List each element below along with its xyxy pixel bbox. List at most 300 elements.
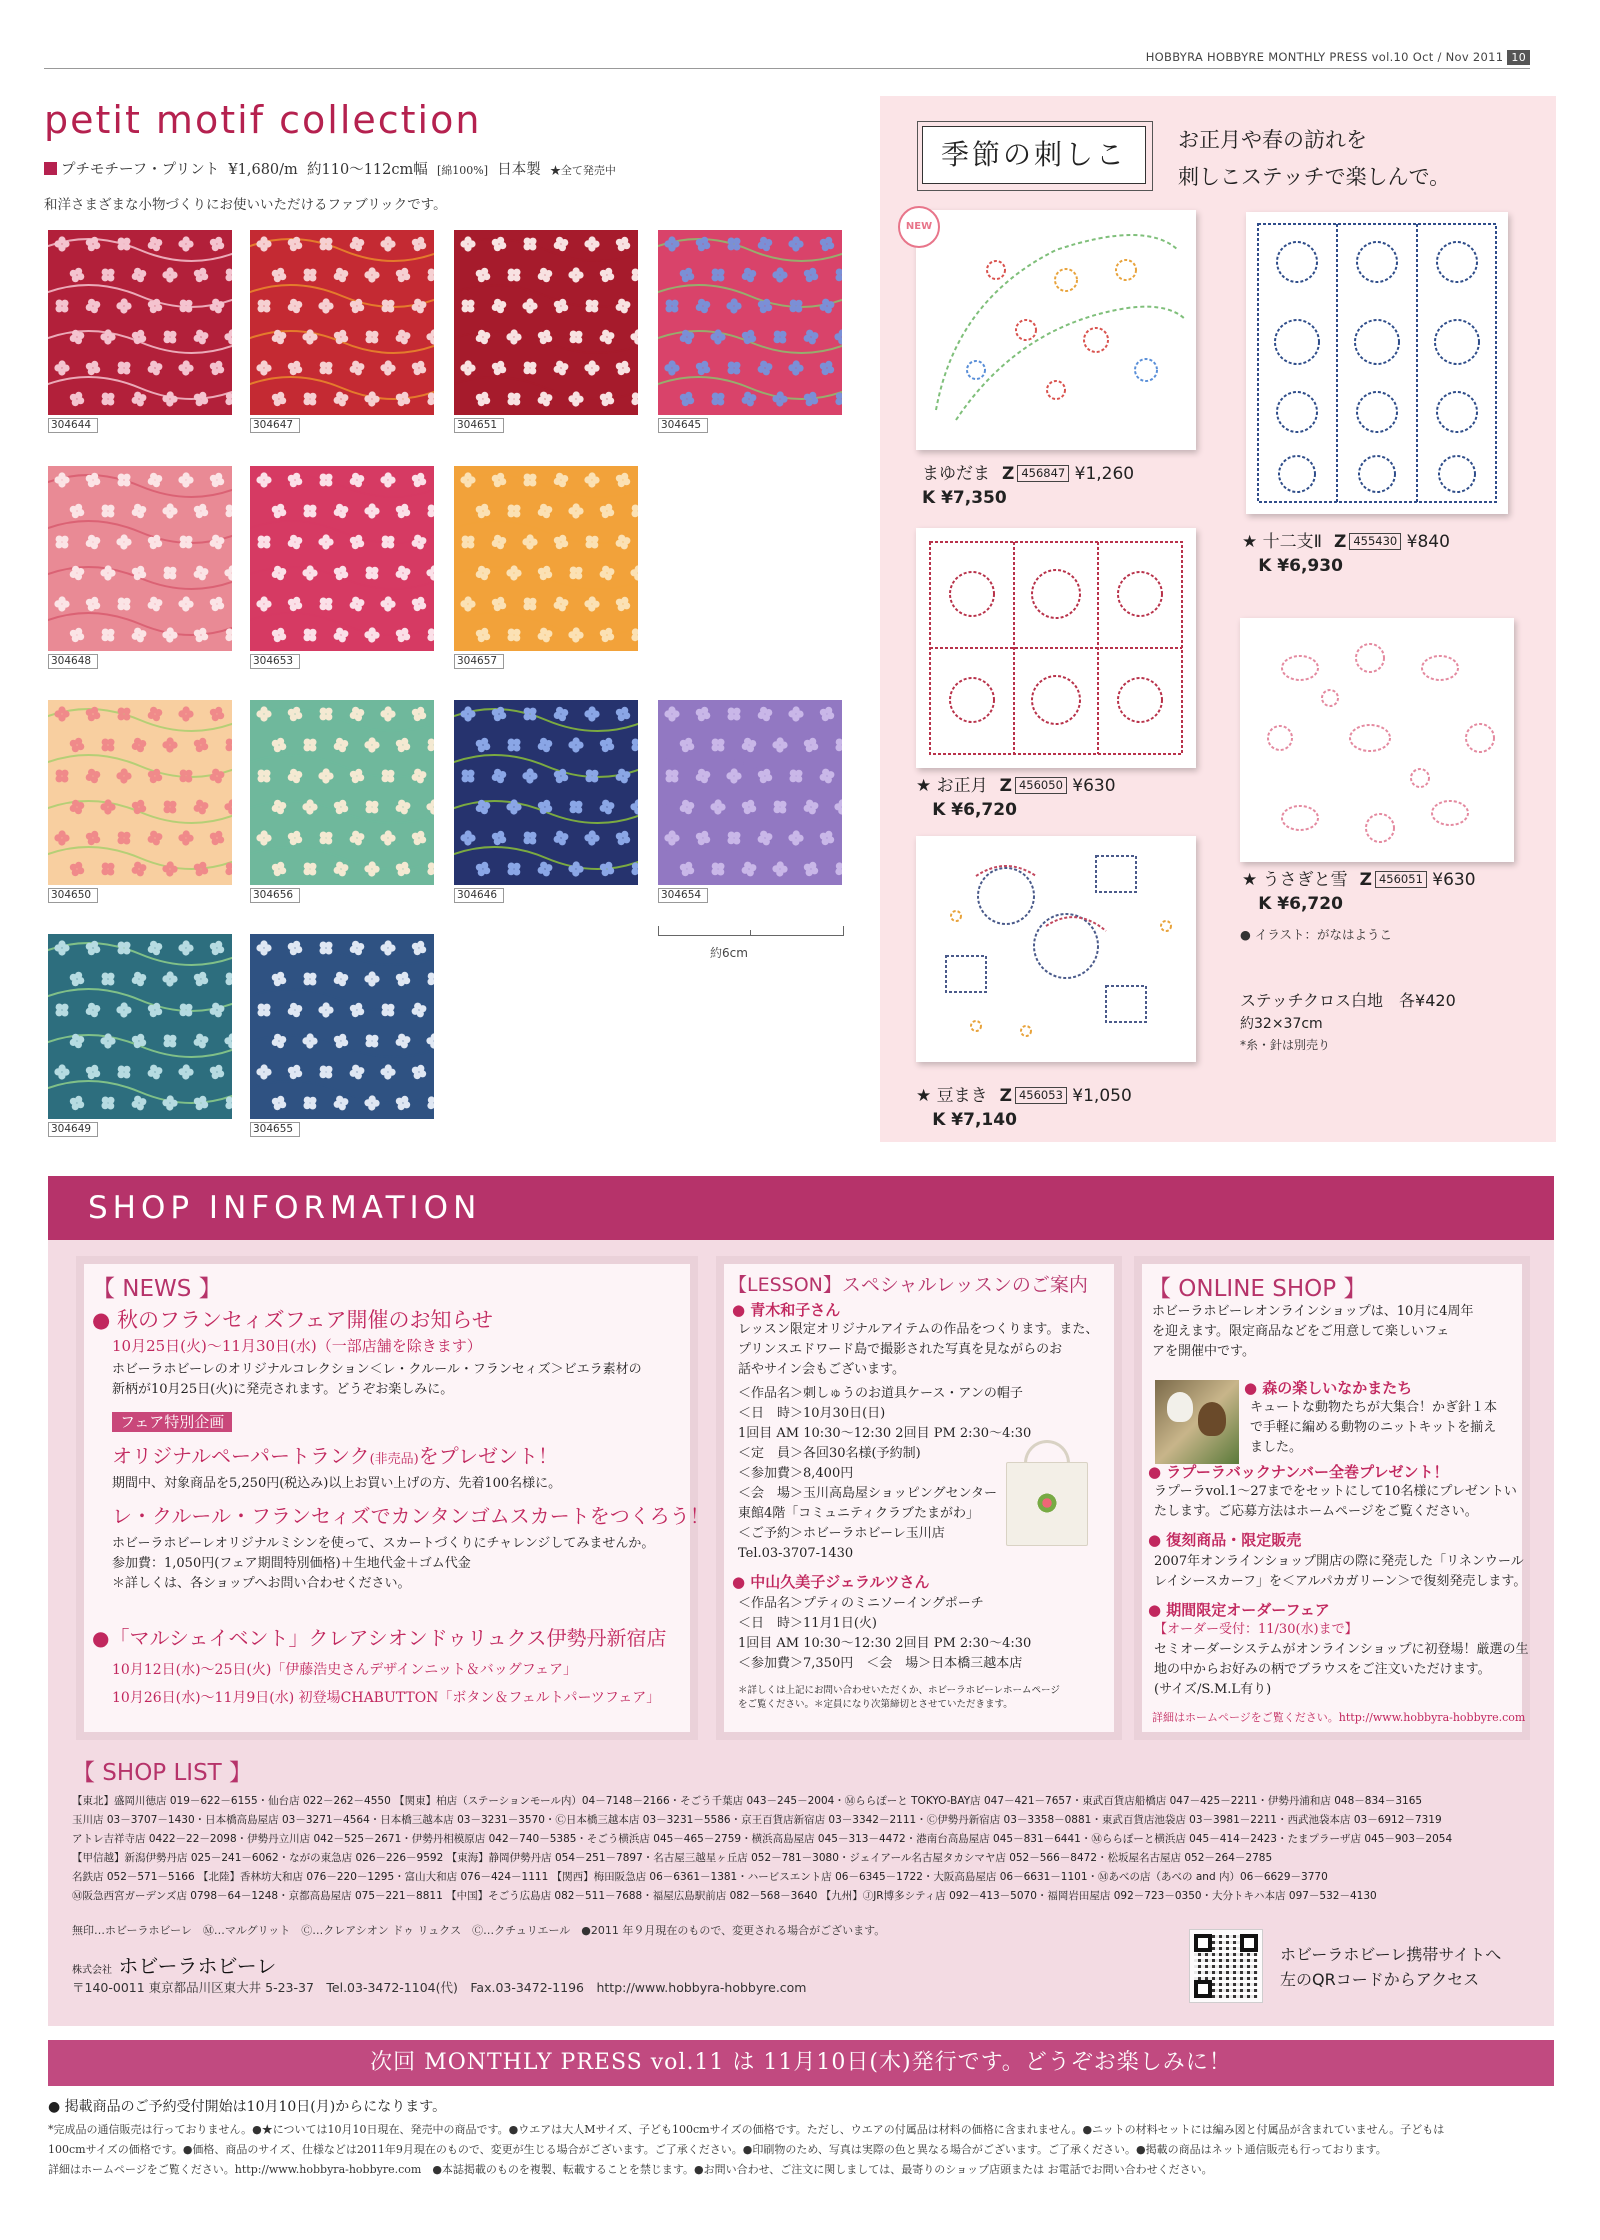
flower-petal bbox=[372, 742, 379, 749]
flower-petal bbox=[309, 973, 316, 980]
flower-petal bbox=[427, 868, 434, 875]
flower-petal bbox=[357, 1008, 364, 1015]
header-title: HOBBYRA HOBBYRE MONTHLY PRESS vol.10 Oct / Nov 2011 bbox=[1145, 50, 1504, 64]
fair-special-tag bbox=[112, 1412, 232, 1434]
fabric-pattern bbox=[250, 934, 434, 1119]
flower-petal bbox=[403, 509, 410, 516]
flower-petal bbox=[401, 807, 408, 814]
page-number: 10 bbox=[1507, 50, 1530, 65]
mayudama-stitch-illustration bbox=[916, 210, 1196, 450]
flower-petal bbox=[419, 478, 426, 485]
shop-information-title: SHOP INFORMATION bbox=[88, 1190, 482, 1226]
flower-petal bbox=[499, 301, 506, 308]
flower-petal bbox=[414, 604, 421, 611]
qr-finder-icon bbox=[1194, 1980, 1212, 1998]
flower-petal bbox=[543, 635, 550, 642]
square-bullet-icon bbox=[44, 162, 57, 175]
flower-petal bbox=[428, 269, 434, 276]
flower-petal bbox=[260, 236, 267, 243]
flower-petal bbox=[545, 506, 552, 513]
scale-bar bbox=[658, 926, 844, 936]
flower-petal bbox=[75, 972, 82, 979]
flower-petal bbox=[588, 604, 595, 611]
swatch-code: 304654 bbox=[658, 888, 708, 903]
flower-petal bbox=[398, 635, 405, 642]
flower-petal bbox=[61, 770, 68, 777]
flower-petal bbox=[325, 603, 332, 610]
flower-petal bbox=[372, 272, 379, 279]
flower-petal bbox=[170, 976, 177, 983]
flower-petal bbox=[427, 634, 434, 641]
flower-petal bbox=[170, 508, 177, 515]
lesson-2-line-3: 1回目 AM 10:30～12:30 2回目 PM 2:30～4:30 bbox=[738, 1636, 1032, 1651]
online-item-2-title: ● ラプーラバックナンバー全巻プレゼント！ bbox=[1148, 1463, 1449, 1481]
news-item-1-date: 10月25日(火)～11月30日(水)（一部店舗を除きます） bbox=[112, 1337, 482, 1355]
vine-stroke bbox=[48, 943, 232, 965]
flower-petal bbox=[341, 805, 348, 812]
flower-petal bbox=[703, 301, 710, 308]
flower-petal bbox=[529, 708, 536, 715]
flower-petal bbox=[467, 770, 474, 777]
flower-petal bbox=[215, 1010, 222, 1017]
flower-petal bbox=[398, 869, 405, 876]
flower-petal bbox=[368, 399, 375, 406]
swatch-code: 304650 bbox=[48, 888, 98, 903]
flower-petal bbox=[91, 473, 98, 480]
fabric-swatch bbox=[250, 934, 434, 1119]
flower-petal bbox=[279, 633, 286, 640]
flower-petal bbox=[326, 773, 333, 780]
company-name bbox=[72, 1950, 276, 1979]
flower-petal bbox=[499, 836, 506, 843]
flower-petal bbox=[588, 368, 595, 375]
flower-petal bbox=[384, 604, 391, 611]
news-item-3-title: レ・クルール・フランセィズでカンタンゴムスカートをつくろう！ bbox=[112, 1504, 710, 1528]
flower-petal bbox=[325, 837, 332, 844]
flower-petal bbox=[387, 1009, 394, 1016]
flower-petal bbox=[279, 1036, 286, 1043]
flower-petal bbox=[91, 707, 98, 714]
online-item-4-line-3: (サイズ/S.M.L有り) bbox=[1154, 1682, 1272, 1697]
flower-petal bbox=[226, 973, 232, 980]
flower-petal bbox=[529, 474, 536, 481]
flower-petal bbox=[388, 711, 395, 718]
flower-petal bbox=[123, 474, 130, 481]
flower-petal bbox=[166, 1103, 173, 1110]
flower-petal bbox=[264, 1069, 271, 1076]
lesson-1-line-10: 東館4階「コミュニティクラブたまがわ」 bbox=[738, 1506, 979, 1521]
swatch-code: 304656 bbox=[250, 888, 300, 903]
flower-petal bbox=[623, 712, 630, 719]
flower-petal bbox=[355, 604, 362, 611]
flower-petal bbox=[155, 943, 162, 950]
flower-petal bbox=[277, 268, 284, 275]
swatch-code: 304653 bbox=[250, 654, 300, 669]
item-price: ¥1,260 bbox=[1074, 464, 1135, 484]
header-text bbox=[1040, 50, 1530, 65]
flower-petal bbox=[295, 602, 302, 609]
flower-petal bbox=[733, 708, 740, 715]
flower-petal bbox=[199, 1041, 206, 1048]
flower-petal bbox=[357, 709, 364, 716]
caption-mamemaki bbox=[916, 1084, 1132, 1132]
illustration-credit: ● イラスト：がなはようこ bbox=[1240, 927, 1393, 942]
flower-petal bbox=[388, 945, 395, 952]
flower-petal bbox=[483, 802, 490, 809]
vine-stroke bbox=[658, 755, 842, 777]
flower-petal bbox=[155, 1008, 162, 1015]
flower-petal bbox=[169, 336, 176, 343]
notes-heading: ● 掲載商品のご予約受付開始は10月10日(月)からになります。 bbox=[48, 2099, 447, 2115]
flower-petal bbox=[631, 634, 638, 641]
flower-petal bbox=[733, 367, 740, 374]
flower-petal bbox=[621, 776, 628, 783]
flower-petal bbox=[529, 238, 536, 245]
news-item-2-title-note: (非売品) bbox=[369, 1452, 419, 1467]
lesson-1-line-1: レッスン限定オリジナルアイテムの作品をつくります。また、 bbox=[738, 1322, 1099, 1337]
flower-petal bbox=[822, 368, 829, 375]
fair-tag-label: フェア特別企画 bbox=[112, 1412, 232, 1432]
flower-petal bbox=[513, 505, 520, 512]
flower-petal bbox=[561, 709, 568, 716]
fabric-swatch bbox=[454, 230, 638, 415]
caption-juunishi bbox=[1242, 530, 1450, 578]
flower-petal bbox=[169, 572, 176, 579]
flower-petal bbox=[264, 835, 271, 842]
flower-petal bbox=[123, 708, 130, 715]
item-z: Z bbox=[999, 776, 1012, 796]
vine-stroke bbox=[454, 475, 638, 497]
item-name: ★ 十二支Ⅱ bbox=[1242, 532, 1323, 552]
flower-petal bbox=[263, 770, 270, 777]
flower-petal bbox=[836, 739, 842, 746]
vine-stroke bbox=[48, 989, 232, 1011]
lesson-1-line-6: 1回目 AM 10:30～12:30 2回目 PM 2:30～4:30 bbox=[738, 1426, 1032, 1441]
fabric-swatch bbox=[48, 934, 232, 1119]
stitch-cloth-note: *糸・針は別売り bbox=[1240, 1038, 1331, 1052]
flower-petal bbox=[153, 368, 160, 375]
lesson-1-line-11: ＜ご予約＞ホビーラホビーレ玉川店 bbox=[738, 1526, 945, 1541]
flower-petal bbox=[357, 239, 364, 246]
flower-petal bbox=[576, 508, 583, 515]
flower-petal bbox=[201, 977, 208, 984]
flower-petal bbox=[62, 835, 69, 842]
flower-petal bbox=[277, 738, 284, 745]
flower-petal bbox=[561, 774, 568, 781]
flower-petal bbox=[212, 604, 219, 611]
qr-finder-icon bbox=[1240, 1934, 1258, 1952]
flower-petal bbox=[77, 332, 84, 339]
flower-petal bbox=[295, 537, 302, 544]
panda-knit-icon bbox=[1167, 1392, 1193, 1422]
flower-petal bbox=[468, 835, 475, 842]
flower-petal bbox=[388, 477, 395, 484]
flower-petal bbox=[483, 397, 490, 404]
flower-petal bbox=[561, 239, 568, 246]
flower-petal bbox=[215, 776, 222, 783]
flower-petal bbox=[483, 867, 490, 874]
flower-petal bbox=[279, 332, 286, 339]
flower-petal bbox=[371, 336, 378, 343]
online-footer-link[interactable]: 詳細はホームページをご覧ください。http://www.hobbyra-hobbyre.com bbox=[1152, 1711, 1526, 1724]
flower-petal bbox=[199, 573, 206, 580]
flower-petal bbox=[825, 776, 832, 783]
flower-petal bbox=[483, 568, 490, 575]
flower-petal bbox=[310, 334, 317, 341]
news-item-3-body-2: 参加費：1,050円(フェア期間特別価格)＋生地代金＋ゴム代金 bbox=[112, 1556, 471, 1571]
note-line: *完成品の通信販売は行っておりません。●★については10月10日現在、発売中の商品です。●ウエアは大人Mサイズ、子ども100cmサイズの価格です。ただし、ウエアの付属品は材料の価格に含まれません。●ニットの材料セットには編み図と付属品が含まれていません。子どもは bbox=[48, 2123, 1445, 2136]
flower-petal bbox=[279, 568, 286, 575]
fabric-swatch bbox=[658, 230, 842, 415]
flower-petal bbox=[483, 332, 490, 339]
flower-petal bbox=[417, 1010, 424, 1017]
flower-petal bbox=[559, 604, 566, 611]
shop-list-line: Ⓜ阪急西宮ガーデンズ店 0798－64－1248・京都高島屋店 075－221－8811 【中国】そごう広島店 082－511－7688・福屋広島駅前店 082－568－3640 【九州】ⒿJR博多シティ店 092－413－5070・福岡岩田屋店 092－723－0350・大分トキハ本店 097－532－4130 bbox=[72, 1890, 1377, 1902]
flower-petal bbox=[765, 239, 772, 246]
lesson-2-line-4: ＜参加費＞7,350円 ＜会 場＞日本橋三越本店 bbox=[738, 1656, 1023, 1671]
lesson-2-line-2: ＜日 時＞11月1日(火) bbox=[738, 1616, 877, 1631]
flower-petal bbox=[835, 868, 842, 875]
news-item-4-line-1: 10月12日(水)～25日(火)「伊藤浩史さんデザインニット＆バッグフェア」 bbox=[112, 1662, 578, 1678]
vine-stroke bbox=[48, 755, 232, 777]
flower-petal bbox=[62, 601, 69, 608]
flower-petal bbox=[295, 771, 302, 778]
flower-petal bbox=[631, 398, 638, 405]
flower-petal bbox=[779, 806, 786, 813]
vine-stroke bbox=[658, 709, 842, 731]
flower-petal bbox=[124, 303, 131, 310]
flower-petal bbox=[62, 365, 69, 372]
flower-petal bbox=[123, 942, 130, 949]
flower-petal bbox=[357, 475, 364, 482]
flower-petal bbox=[497, 237, 504, 244]
flower-petal bbox=[417, 542, 424, 549]
stitch-cloth-size: 約32×37cm bbox=[1240, 1016, 1323, 1032]
flower-petal bbox=[137, 635, 144, 642]
item-name: まゆだま bbox=[922, 464, 990, 484]
product-price: ¥1,680/m bbox=[228, 162, 298, 178]
stitch-cloth-name: ステッチクロス白地 各¥420 bbox=[1240, 991, 1456, 1010]
lesson-1-line-8: ＜参加費＞8,400円 bbox=[738, 1466, 854, 1481]
flower-petal bbox=[734, 773, 741, 780]
mamemaki-stitch-illustration bbox=[916, 836, 1196, 1062]
flower-petal bbox=[279, 1101, 286, 1108]
flower-petal bbox=[576, 272, 583, 279]
online-intro-3: アを開催中です。 bbox=[1152, 1344, 1255, 1359]
flower-petal bbox=[93, 366, 100, 373]
flower-petal bbox=[672, 365, 679, 372]
flower-petal bbox=[107, 739, 114, 746]
flower-petal bbox=[717, 269, 724, 276]
vine-stroke bbox=[48, 475, 232, 497]
flower-petal bbox=[62, 1069, 69, 1076]
flower-petal bbox=[75, 268, 82, 275]
flower-petal bbox=[687, 397, 694, 404]
flower-petal bbox=[137, 399, 144, 406]
flower-petal bbox=[384, 368, 391, 375]
flower-petal bbox=[811, 743, 818, 750]
flower-petal bbox=[325, 238, 332, 245]
seasonal-title: 季節の刺しこ bbox=[922, 126, 1146, 184]
flower-petal bbox=[792, 368, 799, 375]
flower-petal bbox=[513, 868, 520, 875]
flower-petal bbox=[309, 398, 316, 405]
flower-petal bbox=[387, 541, 394, 548]
flower-petal bbox=[384, 838, 391, 845]
flower-petal bbox=[780, 742, 787, 749]
flower-petal bbox=[368, 869, 375, 876]
flower-petal bbox=[293, 473, 300, 480]
online-shop-heading: 【 ONLINE SHOP 】 bbox=[1148, 1276, 1367, 1302]
flower-petal bbox=[139, 270, 146, 277]
flower-petal bbox=[481, 268, 488, 275]
flower-petal bbox=[605, 807, 612, 814]
flower-petal bbox=[514, 804, 521, 811]
flower-petal bbox=[572, 635, 579, 642]
flower-petal bbox=[717, 868, 724, 875]
flower-petal bbox=[749, 270, 756, 277]
flower-petal bbox=[811, 273, 818, 280]
flower-petal bbox=[513, 739, 520, 746]
online-intro-2: を迎えます。限定商品などをご用意して楽しいフェ bbox=[1152, 1324, 1450, 1339]
flower-petal bbox=[325, 1071, 332, 1078]
flower-petal bbox=[77, 397, 84, 404]
sashiko-cloth-usagi-yuki bbox=[1240, 618, 1514, 862]
flower-petal bbox=[464, 472, 471, 479]
flower-petal bbox=[201, 509, 208, 516]
flower-petal bbox=[309, 739, 316, 746]
flower-petal bbox=[123, 238, 130, 245]
online-item-4-sub: 【オーダー受付：11/30(水)まで】 bbox=[1154, 1622, 1358, 1637]
flower-petal bbox=[419, 946, 426, 953]
flower-petal bbox=[559, 368, 566, 375]
item-code: 456847 bbox=[1017, 465, 1069, 482]
flower-petal bbox=[107, 398, 114, 405]
flower-petal bbox=[77, 1036, 84, 1043]
flower-petal bbox=[806, 399, 813, 406]
flower-petal bbox=[139, 974, 146, 981]
flower-petal bbox=[387, 775, 394, 782]
online-item-3-title: ● 復刻商品・限定販売 bbox=[1148, 1531, 1302, 1549]
flower-petal bbox=[139, 740, 146, 747]
flower-petal bbox=[212, 368, 219, 375]
swatch-code: 304647 bbox=[250, 418, 300, 433]
oshougatsu-stitch-illustration bbox=[916, 528, 1196, 768]
flower-petal bbox=[763, 838, 770, 845]
fabric-pattern bbox=[250, 230, 434, 415]
flower-petal bbox=[497, 473, 504, 480]
flower-petal bbox=[734, 303, 741, 310]
lesson-1-line-4: ＜作品名＞刺しゅうのお道具ケース・アンの帽子 bbox=[738, 1386, 1023, 1401]
flower-petal bbox=[186, 241, 193, 248]
flower-petal bbox=[196, 399, 203, 406]
lesson-1-line-3: 話やサイン会もございます。 bbox=[738, 1362, 906, 1377]
flower-petal bbox=[263, 1004, 270, 1011]
flower-petal bbox=[309, 634, 316, 641]
flower-petal bbox=[605, 337, 612, 344]
flower-petal bbox=[403, 743, 410, 750]
shop-list-line: 名鉄店 052－571－5166 【北陸】香林坊大和店 076－220－1295・富山大和店 076－424－1111 【関西】梅田阪急店 06－6361－1381・ハービスエント店 06－6345－1722・大阪高島屋店 06－6631－1101・Ⓜあべの店（あべの and 内）06－6629－3770 bbox=[72, 1871, 1328, 1883]
flower-petal bbox=[196, 869, 203, 876]
flower-petal bbox=[325, 708, 332, 715]
fabric-swatch bbox=[48, 700, 232, 885]
flower-petal bbox=[107, 269, 114, 276]
flower-petal bbox=[326, 539, 333, 546]
swatch-code: 304655 bbox=[250, 1122, 300, 1137]
flower-petal bbox=[123, 1071, 130, 1078]
flower-petal bbox=[185, 1009, 192, 1016]
next-issue-banner: 次回 MONTHLY PRESS vol.11 は 11月10日(木)発行です。どうぞお楽しみに！ bbox=[48, 2040, 1554, 2086]
flower-petal bbox=[93, 771, 100, 778]
flower-petal bbox=[779, 336, 786, 343]
flower-petal bbox=[75, 738, 82, 745]
flower-petal bbox=[529, 367, 536, 374]
flower-petal bbox=[325, 942, 332, 949]
flower-petal bbox=[169, 1040, 176, 1047]
vine-stroke bbox=[658, 239, 842, 261]
flower-petal bbox=[428, 973, 434, 980]
flower-petal bbox=[414, 1072, 421, 1079]
fabric-swatch bbox=[250, 466, 434, 651]
flower-petal bbox=[260, 706, 267, 713]
flower-petal bbox=[295, 301, 302, 308]
flower-petal bbox=[545, 740, 552, 747]
flower-petal bbox=[499, 366, 506, 373]
juunishi-stitch-illustration bbox=[1246, 212, 1508, 514]
flower-petal bbox=[792, 838, 799, 845]
vine-stroke bbox=[250, 285, 434, 307]
flower-petal bbox=[186, 711, 193, 718]
swatch-code: 304645 bbox=[658, 418, 708, 433]
news-item-2-title bbox=[112, 1442, 558, 1474]
flower-petal bbox=[427, 398, 434, 405]
flower-petal bbox=[561, 540, 568, 547]
flower-petal bbox=[77, 633, 84, 640]
flower-petal bbox=[196, 1103, 203, 1110]
flower-petal bbox=[341, 740, 348, 747]
flower-petal bbox=[685, 268, 692, 275]
vine-stroke bbox=[48, 285, 232, 307]
flower-petal bbox=[108, 570, 115, 577]
flower-petal bbox=[93, 602, 100, 609]
fabric-swatch bbox=[48, 230, 232, 415]
flower-petal bbox=[61, 1004, 68, 1011]
flower-petal bbox=[186, 477, 193, 484]
flower-petal bbox=[401, 573, 408, 580]
flower-petal bbox=[796, 711, 803, 718]
flower-petal bbox=[225, 634, 232, 641]
vine-stroke bbox=[250, 475, 434, 497]
news-item-3-body-1: ホビーラホビーレオリジナルミシンを使って、スカートづくりにチャレンジしてみませんか。 bbox=[112, 1536, 655, 1551]
flower-petal bbox=[529, 837, 536, 844]
flower-petal bbox=[822, 838, 829, 845]
flower-petal bbox=[559, 838, 566, 845]
fabric-swatch bbox=[658, 700, 842, 885]
vine-stroke bbox=[48, 709, 232, 731]
flower-petal bbox=[827, 242, 834, 249]
flower-petal bbox=[592, 241, 599, 248]
fabric-swatch bbox=[454, 466, 638, 651]
flower-petal bbox=[607, 509, 614, 516]
flower-petal bbox=[93, 301, 100, 308]
item-kit-price: K ¥7,140 bbox=[932, 1110, 1017, 1130]
fabric-swatch bbox=[250, 230, 434, 415]
bear-knit-icon bbox=[1198, 1402, 1226, 1436]
flower-petal bbox=[765, 774, 772, 781]
flower-petal bbox=[107, 973, 114, 980]
flower-petal bbox=[310, 804, 317, 811]
flower-petal bbox=[260, 472, 267, 479]
